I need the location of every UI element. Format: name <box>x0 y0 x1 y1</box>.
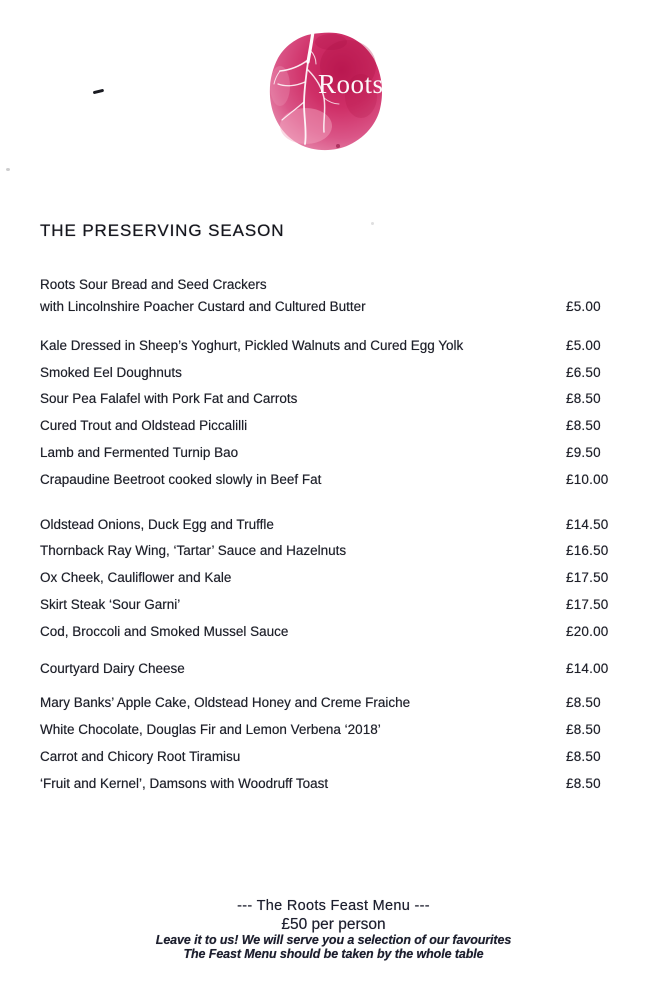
menu-item-name-line1: Roots Sour Bread and Seed Crackers <box>40 277 267 292</box>
menu-item-price: £14.00 <box>566 660 609 676</box>
menu-item-name: Oldstead Onions, Duck Egg and Truffle <box>40 516 274 532</box>
menu-item-name: Crapaudine Beetroot cooked slowly in Beef Fat <box>40 471 322 487</box>
scan-speck <box>371 222 374 225</box>
ink-mark <box>93 89 104 95</box>
menu-season-title: THE PRESERVING SEASON <box>40 221 285 240</box>
menu-item-price: £17.50 <box>566 570 609 586</box>
menu-item-price: £10.00 <box>566 471 609 487</box>
menu-item-name: Ox Cheek, Cauliflower and Kale <box>40 570 232 586</box>
menu-item-price: £8.50 <box>566 722 601 738</box>
menu-list <box>40 274 626 797</box>
menu-item-row <box>40 743 626 770</box>
menu-item-price: £5.00 <box>566 337 601 353</box>
menu-item-name-line2: with Lincolnshire Poacher Custard and Cultured Butter <box>40 299 366 314</box>
menu-item-price: £20.00 <box>566 623 609 639</box>
scan-speck <box>6 168 10 171</box>
menu-item-row <box>40 618 626 645</box>
menu-item-price: £8.50 <box>566 391 601 407</box>
menu-item-row <box>40 439 626 466</box>
menu-item-row <box>40 466 626 493</box>
menu-item-name: Lamb and Fermented Turnip Bao <box>40 445 239 461</box>
menu-item-price: £8.50 <box>566 418 601 434</box>
menu-item-row <box>40 564 626 591</box>
menu-item-row <box>40 274 626 318</box>
menu-item-row <box>40 359 626 386</box>
menu-item-price: £9.50 <box>566 445 601 461</box>
menu-item-name: Smoked Eel Doughnuts <box>40 364 182 380</box>
menu-item-name: Courtyard Dairy Cheese <box>40 660 185 676</box>
feast-menu-note-line2: The Feast Menu should be taken by the whole table <box>183 946 484 961</box>
menu-item-row <box>40 386 626 413</box>
menu-item-name <box>40 274 566 318</box>
menu-item-name: Thornback Ray Wing, ‘Tartar’ Sauce and Hazelnuts <box>40 543 347 559</box>
menu-item-name: Sour Pea Falafel with Pork Fat and Carrots <box>40 391 298 407</box>
menu-item-name: Skirt Steak ‘Sour Garni’ <box>40 597 181 613</box>
menu-item-name: Carrot and Chicory Root Tiramisu <box>40 749 241 765</box>
menu-item-price: £6.50 <box>566 364 601 380</box>
menu-item-name: Cod, Broccoli and Smoked Mussel Sauce <box>40 623 289 639</box>
menu-item-price: £8.50 <box>566 695 601 711</box>
beetroot-logo-icon <box>266 26 386 154</box>
menu-item-name: Mary Banks’ Apple Cake, Oldstead Honey and Creme Fraiche <box>40 695 411 711</box>
feast-menu-title: --- The Roots Feast Menu --- <box>237 898 430 914</box>
menu-item-price: £16.50 <box>566 543 609 559</box>
menu-item-row <box>40 332 626 359</box>
menu-item-row <box>40 770 626 797</box>
menu-item-price: £17.50 <box>566 597 609 613</box>
menu-item-price: £8.50 <box>566 749 601 765</box>
menu-item-price: £5.00 <box>566 299 601 314</box>
menu-item-name: ‘Fruit and Kernel’, Damsons with Woodruff Toast <box>40 775 329 791</box>
menu-item-row <box>40 591 626 618</box>
roots-logo <box>266 26 386 154</box>
menu-item-name: White Chocolate, Douglas Fir and Lemon Verbena ‘2018’ <box>40 722 381 738</box>
menu-item-row <box>40 511 626 538</box>
menu-item-name: Kale Dressed in Sheep’s Yoghurt, Pickled Walnuts and Cured Egg Yolk <box>40 337 464 353</box>
menu-item-row <box>40 655 626 682</box>
feast-menu-note-line1: Leave it to us! We will serve you a selection of our favourites <box>155 933 512 947</box>
menu-item-name: Cured Trout and Oldstead Piccalilli <box>40 418 248 434</box>
menu-item-row <box>40 716 626 743</box>
menu-item-row <box>40 538 626 565</box>
menu-item-price: £14.50 <box>566 516 609 532</box>
menu-item-row <box>40 690 626 717</box>
feast-menu-footer <box>0 897 667 961</box>
menu-item-row <box>40 412 626 439</box>
menu-item-price: £8.50 <box>566 775 601 791</box>
feast-menu-price: £50 per person <box>281 916 386 933</box>
logo-brand-text: Roots <box>318 69 384 99</box>
